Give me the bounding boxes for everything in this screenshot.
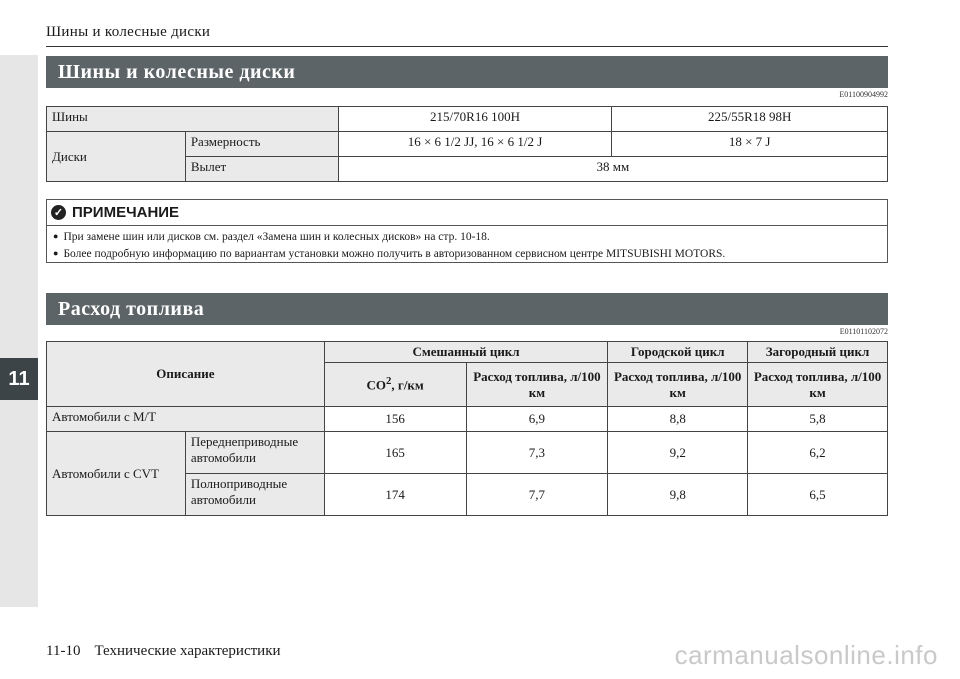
awd-city: 9,8 (608, 474, 748, 516)
consumption-header-highway: Расход топлива, л/100 км (748, 363, 888, 407)
note-item: ● При замене шин или дисков см. раздел «Замена шин и колесных дисков» на стр. 10-18. (53, 229, 881, 246)
fwd-highway: 6,2 (748, 432, 888, 474)
note-header (47, 200, 887, 226)
table-row (47, 407, 888, 432)
section-code-tires: E01100904992 (839, 90, 888, 99)
table-row (47, 132, 888, 157)
fwd-co2: 165 (324, 432, 466, 474)
table-row (47, 432, 888, 474)
side-band (0, 55, 38, 607)
wheel-size-b: 18 × 7 J (612, 132, 888, 157)
awd-highway: 6,5 (748, 474, 888, 516)
mt-co2: 156 (324, 407, 466, 432)
chapter-tab: 11 (0, 358, 38, 400)
table-row (47, 107, 888, 132)
tire-size-b: 225/55R18 98H (612, 107, 888, 132)
highway-cycle-header: Загородный цикл (748, 342, 888, 363)
mt-label: Автомобили с M/T (47, 407, 325, 432)
consumption-header-mixed: Расход топлива, л/100 км (466, 363, 608, 407)
fwd-city: 9,2 (608, 432, 748, 474)
mt-mixed: 6,9 (466, 407, 608, 432)
desc-header: Описание (47, 342, 325, 407)
note-title: ПРИМЕЧАНИЕ (72, 204, 180, 221)
mt-city: 8,8 (608, 407, 748, 432)
page-footer (46, 643, 295, 660)
page-number: 11-10 (46, 643, 81, 659)
awd-co2: 174 (324, 474, 466, 516)
section-title-tires: Шины и колесные диски (46, 56, 888, 88)
tires-label: Шины (47, 107, 339, 132)
fwd-mixed: 7,3 (466, 432, 608, 474)
size-label: Размерность (185, 132, 338, 157)
fwd-label: Переднеприводные автомобили (185, 432, 324, 474)
offset-value: 38 мм (338, 157, 887, 182)
footer-section-name: Технические характеристики (94, 643, 281, 659)
header-rule (46, 46, 888, 47)
fuel-table (46, 341, 888, 516)
awd-mixed: 7,7 (466, 474, 608, 516)
cvt-label: Автомобили с CVT (47, 432, 186, 516)
mixed-cycle-header: Смешанный цикл (324, 342, 608, 363)
city-cycle-header: Городской цикл (608, 342, 748, 363)
table-row (47, 342, 888, 363)
section-code-fuel: E01101102072 (839, 327, 888, 336)
tire-size-a: 215/70R16 100H (338, 107, 612, 132)
note-body (47, 226, 887, 266)
running-header: Шины и колесные диски (46, 24, 211, 40)
tires-table (46, 106, 888, 182)
section-title-fuel: Расход топлива (46, 293, 888, 325)
note-item: ● Более подробную информацию по вариантам установки можно получить в авторизованном сервисном центре MITSUBISHI MOTORS. (53, 246, 881, 263)
offset-label: Вылет (185, 157, 338, 182)
wheels-label: Диски (47, 132, 186, 182)
awd-label: Полноприводные автомобили (185, 474, 324, 516)
co2-header: $CO^2$, г/км (324, 363, 466, 407)
consumption-header-city: Расход топлива, л/100 км (608, 363, 748, 407)
watermark: carmanualsonline.info (674, 640, 938, 670)
wheel-size-a: 16 × 6 1/2 JJ, 16 × 6 1/2 J (338, 132, 612, 157)
mt-highway: 5,8 (748, 407, 888, 432)
checkmark-icon: ✓ (51, 205, 66, 220)
note-box (46, 199, 888, 263)
